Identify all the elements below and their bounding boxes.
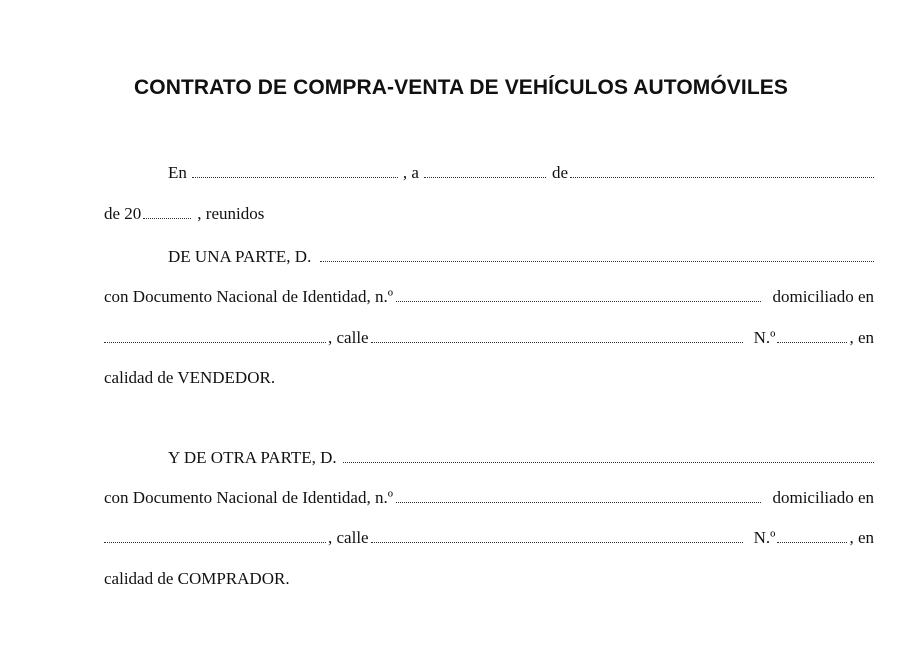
seller-number-label: N.º <box>753 328 776 347</box>
buyer-number-label: N.º <box>753 528 776 547</box>
intro-a-label: , a <box>402 163 419 182</box>
year-prefix-label: de 20 <box>104 204 142 223</box>
buyer-capacity: calidad de COMPRADOR. <box>104 569 290 588</box>
month-field[interactable] <box>570 163 874 178</box>
buyer-capacity-line <box>104 567 290 591</box>
seller-street-field[interactable] <box>371 328 743 343</box>
seller-name-field[interactable] <box>320 247 874 262</box>
buyer-heading: Y DE OTRA PARTE, D. <box>168 448 337 467</box>
intro-de-label: de <box>551 163 568 182</box>
seller-number-field[interactable] <box>777 328 847 343</box>
intro-en-label: En <box>168 163 187 182</box>
year-field[interactable] <box>143 204 191 219</box>
seller-city-field[interactable] <box>104 328 326 343</box>
seller-dni-field[interactable] <box>396 287 762 302</box>
day-field[interactable] <box>424 163 546 178</box>
seller-heading-line <box>168 245 874 269</box>
year-line <box>104 202 264 226</box>
buyer-dni-line <box>104 486 874 510</box>
seller-domicile-label: domiciliado en <box>772 287 874 306</box>
seller-dni-label: con Documento Nacional de Identidad, n.º <box>104 287 393 306</box>
seller-address-line <box>104 326 874 350</box>
seller-en-label: , en <box>849 328 874 347</box>
document-title: CONTRATO DE COMPRA-VENTA DE VEHÍCULOS AUTOMÓVILES <box>134 76 788 99</box>
reunidos-label: , reunidos <box>197 204 265 223</box>
buyer-city-field[interactable] <box>104 528 326 543</box>
buyer-street-label: , calle <box>328 528 369 547</box>
buyer-address-line <box>104 526 874 550</box>
buyer-dni-field[interactable] <box>396 488 762 503</box>
place-field[interactable] <box>192 163 398 178</box>
seller-street-label: , calle <box>328 328 369 347</box>
intro-line <box>168 161 874 185</box>
buyer-number-field[interactable] <box>777 528 847 543</box>
buyer-heading-line <box>168 446 874 470</box>
seller-dni-line <box>104 285 874 309</box>
buyer-domicile-label: domiciliado en <box>772 488 874 507</box>
seller-heading: DE UNA PARTE, D. <box>168 247 312 266</box>
seller-capacity: calidad de VENDEDOR. <box>104 368 276 387</box>
buyer-name-field[interactable] <box>343 448 874 463</box>
seller-capacity-line <box>104 366 275 390</box>
buyer-street-field[interactable] <box>371 528 743 543</box>
buyer-dni-label: con Documento Nacional de Identidad, n.º <box>104 488 393 507</box>
buyer-en-label: , en <box>849 528 874 547</box>
